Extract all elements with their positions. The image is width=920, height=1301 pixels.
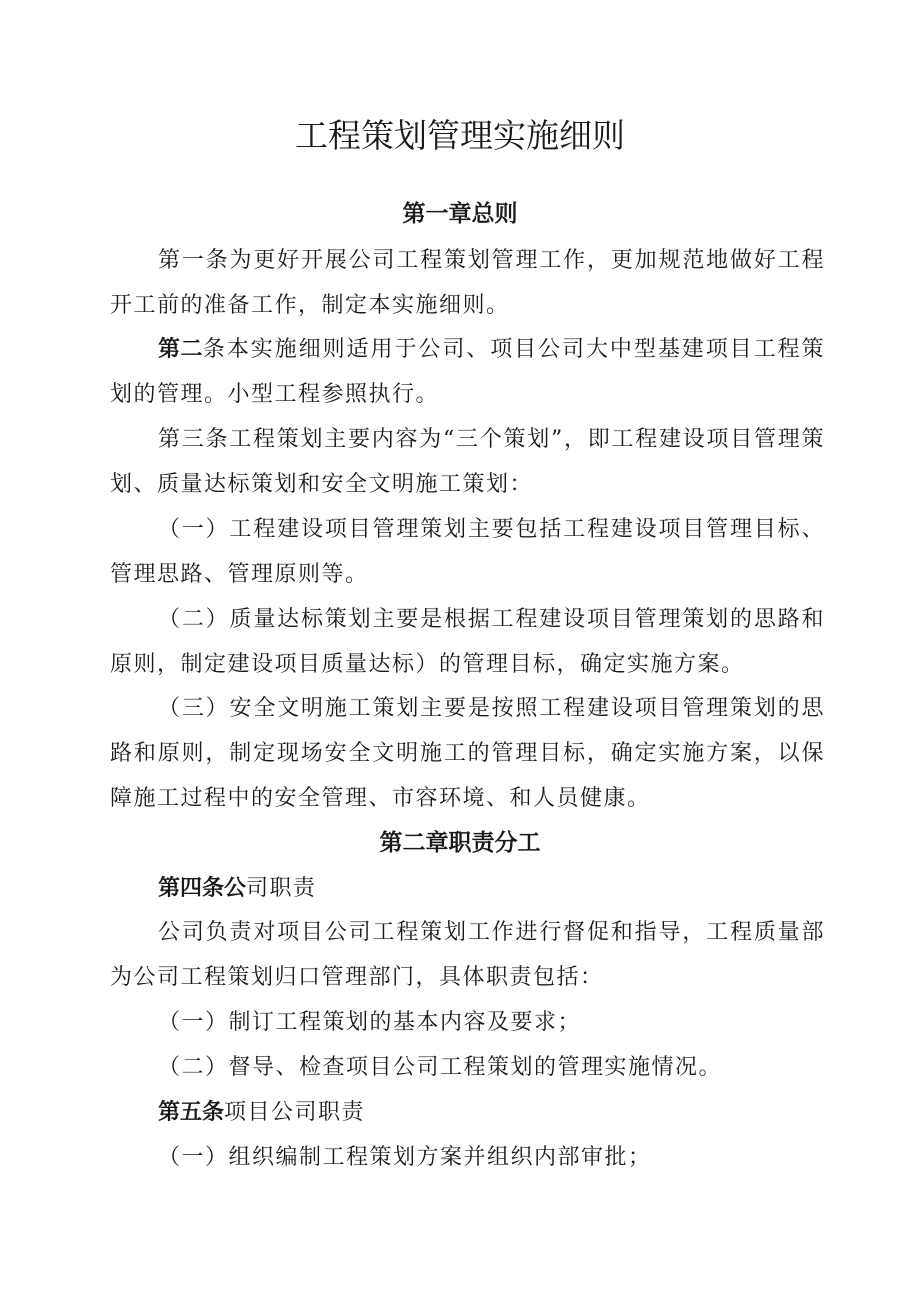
article-4-heading <box>110 866 825 911</box>
article-2-label: 第二 <box>158 337 203 362</box>
article-4-body: 公司负责对项目公司工程策划工作进行督促和指导，工程质量部为公司工程策划归口管理部门，具体职责包括： <box>110 920 825 990</box>
article-5-item-1: （一）组织编制工程策划方案并组织内部审批； <box>158 1145 652 1170</box>
article-3-item-1: （一）工程建设项目管理策划主要包括工程建设项目管理目标、管理思路、管理原则等。 <box>110 517 825 587</box>
article-1: 第一条为更好开展公司工程策划管理工作，更加规范地做好工程开工前的准备工作，制定本实施细则。 <box>110 248 825 318</box>
article-5-heading <box>110 1090 825 1135</box>
article-4-label: 第四条公 <box>158 876 247 901</box>
article-2-text: 条本实施细则适用于公司、项目公司大中型基建项目工程策划的管理。小型工程参照执行。 <box>110 337 825 407</box>
article-5-text: 项目公司职责 <box>224 1100 366 1125</box>
chapter-heading-2: 第二章职责分工 <box>379 830 541 856</box>
document-title: 工程策划管理实施细则 <box>295 116 625 155</box>
article-4-item-1: （一）制订工程策划的基本内容及要求； <box>158 1010 582 1035</box>
article-5-label: 第五条 <box>158 1100 225 1125</box>
article-3-item-2: （二）质量达标策划主要是根据工程建设项目管理策划的思路和原则，制定建设项目质量达标）的管理目标，确定实施方案。 <box>110 607 825 677</box>
article-2 <box>110 327 825 417</box>
article-4-text: 司职责 <box>246 876 317 901</box>
chapter-heading-1: 第一章总则 <box>402 201 518 227</box>
article-3-item-3: （三）安全文明施工策划主要是按照工程建设项目管理策划的思路和原则，制定现场安全文明施工的管理目标，确定实施方案，以保障施工过程中的安全管理、市容环境、和人员健康。 <box>110 696 825 811</box>
article-3: 第三条工程策划主要内容为“三个策划”，即工程建设项目管理策划、质量达标策划和安全文明施工策划： <box>110 427 825 497</box>
article-4-item-2: （二）督导、检查项目公司工程策划的管理实施情况。 <box>158 1055 723 1080</box>
